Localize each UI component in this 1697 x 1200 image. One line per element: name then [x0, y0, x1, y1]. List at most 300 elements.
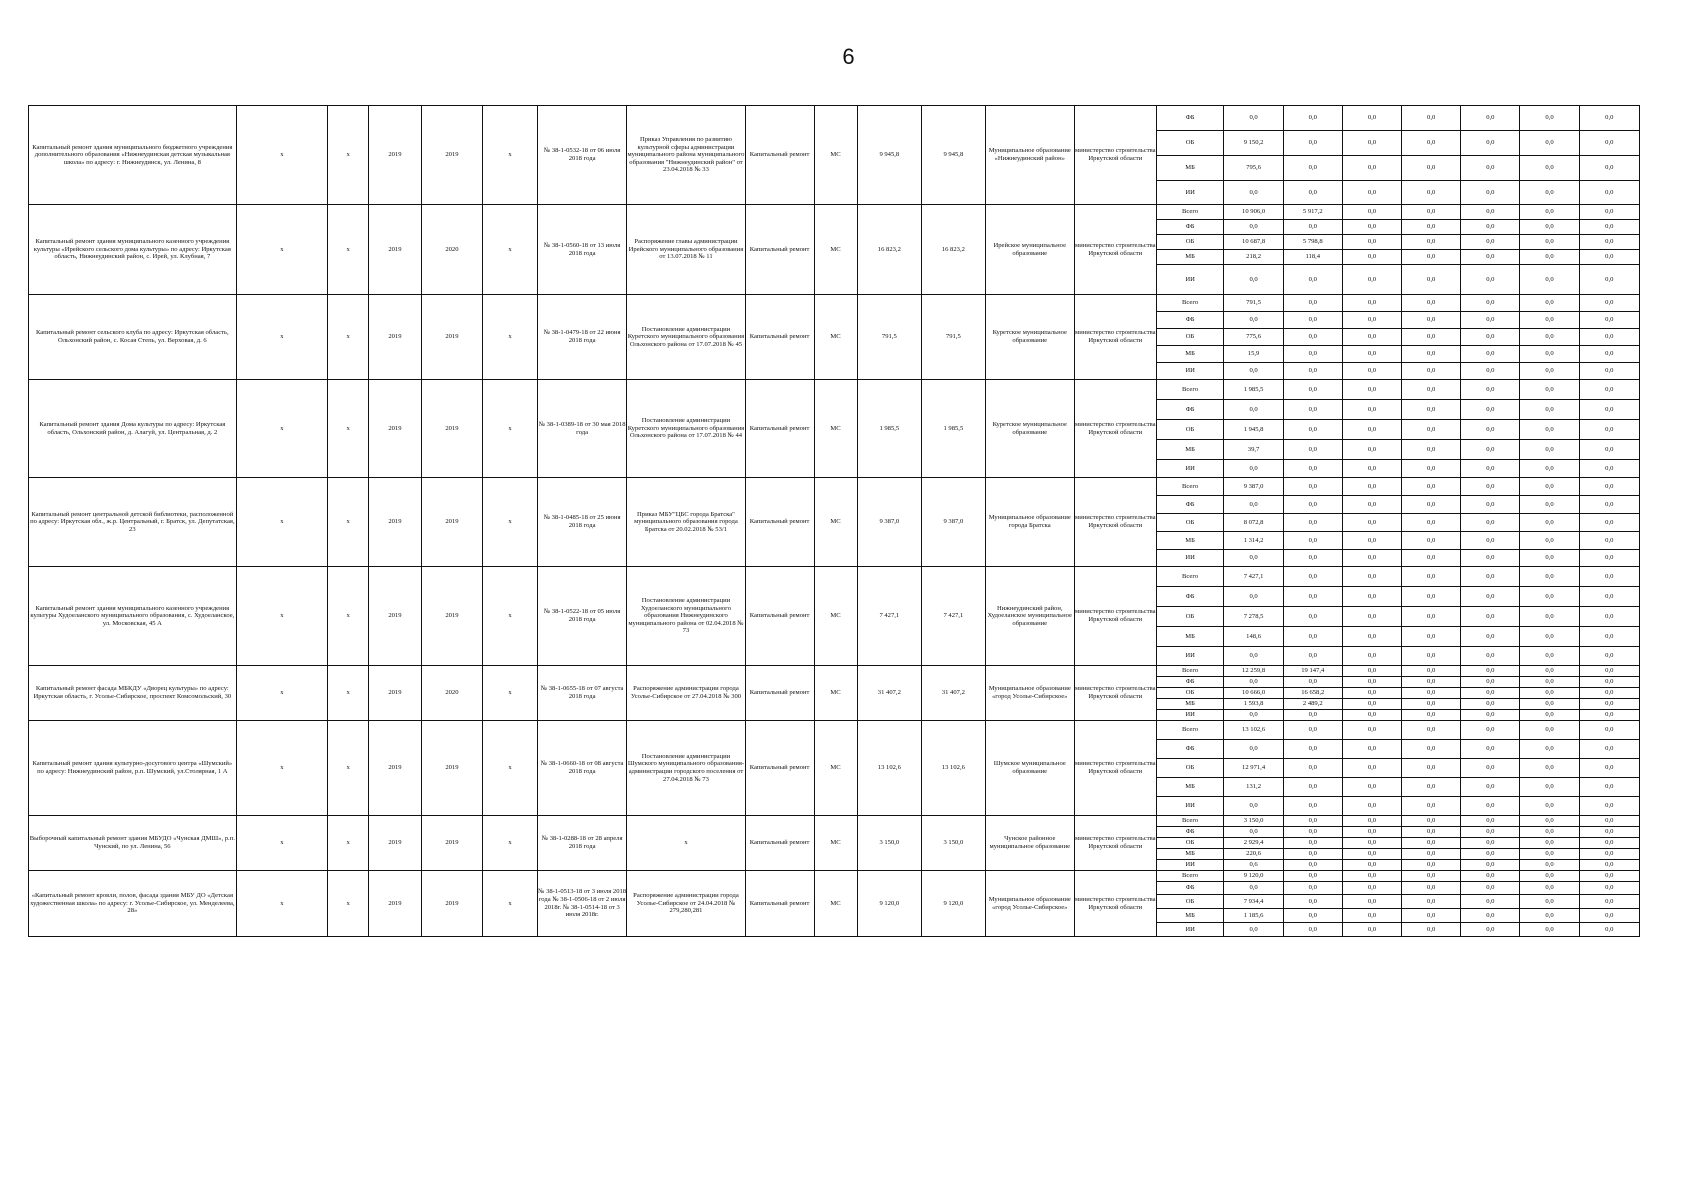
- work-type-cell: Капитальный ремонт: [745, 380, 814, 478]
- funding-value-cell: 3 150,0: [1224, 816, 1283, 827]
- funding-value-cell: 0,0: [1461, 532, 1520, 550]
- funding-value-cell: 0,0: [1461, 514, 1520, 532]
- funding-value-cell: 0,0: [1520, 329, 1579, 346]
- marker-cell: x: [236, 106, 327, 205]
- funding-value-cell: 0,0: [1283, 627, 1342, 647]
- ministry-cell: министерство строительства Иркутской области: [1074, 816, 1156, 871]
- funding-value-cell: 0,0: [1579, 923, 1639, 937]
- customer-cell: Муниципальное образование «город Усолье-Сибирское»: [985, 871, 1074, 937]
- cost-cell: 31 407,2: [857, 666, 922, 721]
- funding-value-cell: 0,0: [1461, 106, 1520, 131]
- funding-value-cell: 0,0: [1402, 838, 1461, 849]
- funding-value-cell: 8 072,8: [1224, 514, 1283, 532]
- funding-value-cell: 0,0: [1342, 567, 1401, 587]
- funding-value-cell: 0,0: [1342, 778, 1401, 797]
- funding-value-cell: 0,0: [1461, 860, 1520, 871]
- project-name: Капитальный ремонт здания муниципального бюджетного учреждения дополнительного образования «Нижнеудинская детская музыкальная школа» по адресу: г. Нижнеудинск, ул. Ленина, 8: [29, 106, 237, 205]
- funding-value-cell: 0,0: [1579, 346, 1639, 363]
- funding-value-cell: 0,0: [1579, 882, 1639, 895]
- funding-source-label: ИИ: [1156, 460, 1224, 478]
- funding-value-cell: 0,0: [1461, 440, 1520, 460]
- funding-value-cell: 0,0: [1342, 688, 1401, 699]
- funding-value-cell: 0,0: [1579, 909, 1639, 923]
- funding-value-cell: 0,0: [1461, 688, 1520, 699]
- funding-value-cell: 0,0: [1520, 816, 1579, 827]
- funding-value-cell: 0,0: [1342, 532, 1401, 550]
- funding-value-cell: 0,0: [1342, 380, 1401, 400]
- funding-value-cell: 0,0: [1224, 710, 1283, 721]
- funding-value-cell: 0,0: [1283, 532, 1342, 550]
- funding-value-cell: 0,0: [1283, 677, 1342, 688]
- decision-cell: Распоряжение администрации города Усолье-Сибирское от 24.04.2018 № 279,280,281: [627, 871, 745, 937]
- cost-cell: 16 823,2: [857, 205, 922, 295]
- funding-value-cell: 0,0: [1520, 550, 1579, 567]
- funding-value-cell: 0,0: [1342, 827, 1401, 838]
- funding-value-cell: 0,0: [1520, 838, 1579, 849]
- funding-value-cell: 0,0: [1579, 363, 1639, 380]
- project-name: Капитальный ремонт фасада МБКДУ «Дворец культуры» по адресу: Иркутская область, г. Усолье-Сибирское, проспект Комсомольский, 30: [29, 666, 237, 721]
- work-type-cell: Капитальный ремонт: [745, 205, 814, 295]
- funding-value-cell: 0,0: [1579, 235, 1639, 250]
- funding-value-cell: 0,0: [1402, 587, 1461, 607]
- funding-value-cell: 1 985,5: [1224, 380, 1283, 400]
- year-end-cell: 2019: [421, 478, 482, 567]
- funding-value-cell: 0,0: [1520, 106, 1579, 131]
- funding-value-cell: 9 120,0: [1224, 871, 1283, 882]
- funding-value-cell: 0,0: [1283, 909, 1342, 923]
- marker-cell: x: [236, 666, 327, 721]
- year-start-cell: 2019: [369, 567, 422, 666]
- funding-value-cell: 0,0: [1461, 156, 1520, 181]
- funding-value-cell: 0,0: [1402, 265, 1461, 295]
- funding-value-cell: 13 102,6: [1224, 721, 1283, 740]
- funding-value-cell: 5 917,2: [1283, 205, 1342, 220]
- funding-value-cell: 0,0: [1520, 514, 1579, 532]
- funding-value-cell: 0,0: [1402, 312, 1461, 329]
- funding-source-label: МБ: [1156, 346, 1224, 363]
- ministry-cell: министерство строительства Иркутской области: [1074, 567, 1156, 666]
- funding-value-cell: 0,0: [1579, 759, 1639, 778]
- funding-source-label: МБ: [1156, 250, 1224, 265]
- funding-value-cell: 0,0: [1402, 849, 1461, 860]
- funding-value-cell: 0,0: [1402, 400, 1461, 420]
- funding-source-label: ОБ: [1156, 688, 1224, 699]
- funding-value-cell: 0,0: [1461, 587, 1520, 607]
- funding-value-cell: 0,0: [1342, 909, 1401, 923]
- permit-cell: № 38-1-0522-18 от 05 июля 2018 года: [537, 567, 626, 666]
- projects-table-body: [29, 106, 1640, 937]
- project-name: Капитальный ремонт здания муниципального казенного учреждения культуры Худоеланского муниципального образования, с. Худоеланское, ул. Московская, 45 А: [29, 567, 237, 666]
- funding-value-cell: 0,0: [1402, 550, 1461, 567]
- funding-value-cell: 0,0: [1520, 827, 1579, 838]
- cost-cell: 9 945,8: [857, 106, 922, 205]
- year-start-cell: 2019: [369, 666, 422, 721]
- funding-value-cell: 0,0: [1402, 156, 1461, 181]
- funding-value-cell: 0,0: [1342, 710, 1401, 721]
- funding-value-cell: 0,0: [1579, 440, 1639, 460]
- work-type-cell: Капитальный ремонт: [745, 478, 814, 567]
- table-row: [29, 205, 1640, 220]
- funding-value-cell: 0,0: [1342, 312, 1401, 329]
- estimate-cell: 9 945,8: [922, 106, 985, 205]
- year-end-cell: 2020: [421, 205, 482, 295]
- funding-value-cell: 0,0: [1402, 460, 1461, 478]
- permit-cell: № 38-1-0288-18 от 28 апреля 2018 года: [537, 816, 626, 871]
- ministry-cell: министерство строительства Иркутской области: [1074, 205, 1156, 295]
- funding-value-cell: 0,0: [1579, 688, 1639, 699]
- table-row: [29, 871, 1640, 882]
- ministry-cell: министерство строительства Иркутской области: [1074, 106, 1156, 205]
- funding-value-cell: 0,0: [1579, 496, 1639, 514]
- funding-source-label: ОБ: [1156, 607, 1224, 627]
- funding-value-cell: 0,0: [1342, 496, 1401, 514]
- funding-value-cell: 0,0: [1461, 181, 1520, 205]
- funding-value-cell: 0,0: [1342, 759, 1401, 778]
- funding-value-cell: 0,0: [1579, 460, 1639, 478]
- funding-value-cell: 0,0: [1520, 567, 1579, 587]
- funding-value-cell: 0,0: [1461, 329, 1520, 346]
- funding-value-cell: 1 593,8: [1224, 699, 1283, 710]
- funding-value-cell: 0,0: [1579, 816, 1639, 827]
- funding-value-cell: 0,0: [1402, 721, 1461, 740]
- funding-value-cell: 0,0: [1402, 895, 1461, 909]
- funding-value-cell: 0,0: [1283, 721, 1342, 740]
- funding-value-cell: 0,0: [1579, 567, 1639, 587]
- funding-value-cell: 0,0: [1579, 587, 1639, 607]
- funding-value-cell: 0,0: [1342, 797, 1401, 816]
- funding-value-cell: 0,0: [1283, 380, 1342, 400]
- source-code-cell: МС: [814, 816, 857, 871]
- funding-value-cell: 0,0: [1461, 895, 1520, 909]
- funding-value-cell: 0,0: [1520, 532, 1579, 550]
- funding-value-cell: 2 929,4: [1224, 838, 1283, 849]
- estimate-cell: 791,5: [922, 295, 985, 380]
- funding-value-cell: 0,0: [1520, 265, 1579, 295]
- year-start-cell: 2019: [369, 106, 422, 205]
- marker-cell: x: [236, 816, 327, 871]
- year-end-cell: 2019: [421, 380, 482, 478]
- funding-source-label: ФБ: [1156, 827, 1224, 838]
- funding-value-cell: 0,0: [1283, 156, 1342, 181]
- funding-value-cell: 0,0: [1579, 607, 1639, 627]
- funding-value-cell: 0,0: [1342, 131, 1401, 156]
- funding-value-cell: 0,0: [1402, 909, 1461, 923]
- funding-value-cell: 0,0: [1283, 550, 1342, 567]
- funding-source-label: Всего: [1156, 816, 1224, 827]
- estimate-cell: 1 985,5: [922, 380, 985, 478]
- funding-value-cell: 0,0: [1342, 363, 1401, 380]
- funding-value-cell: 0,0: [1342, 440, 1401, 460]
- funding-source-label: ИИ: [1156, 550, 1224, 567]
- ministry-cell: министерство строительства Иркутской области: [1074, 721, 1156, 816]
- funding-value-cell: 0,0: [1402, 131, 1461, 156]
- customer-cell: Муниципальное образование «Нижнеудинский район»: [985, 106, 1074, 205]
- funding-value-cell: 0,0: [1342, 587, 1401, 607]
- year-start-cell: 2019: [369, 871, 422, 937]
- funding-value-cell: 218,2: [1224, 250, 1283, 265]
- funding-value-cell: 0,0: [1520, 250, 1579, 265]
- funding-value-cell: 0,0: [1579, 797, 1639, 816]
- project-name: Капитальный ремонт здания Дома культуры по адресу: Иркутская область, Ольхонский район, д. Алагуй, ул. Центральная, д. 2: [29, 380, 237, 478]
- funding-value-cell: 0,0: [1342, 871, 1401, 882]
- funding-value-cell: 0,0: [1224, 106, 1283, 131]
- funding-value-cell: 0,0: [1461, 220, 1520, 235]
- funding-value-cell: 775,6: [1224, 329, 1283, 346]
- marker-cell: x: [328, 380, 369, 478]
- funding-value-cell: 1 314,2: [1224, 532, 1283, 550]
- funding-value-cell: 0,0: [1461, 478, 1520, 496]
- funding-source-label: МБ: [1156, 699, 1224, 710]
- customer-cell: Чунское районное муниципальное образование: [985, 816, 1074, 871]
- funding-value-cell: 10 687,8: [1224, 235, 1283, 250]
- funding-value-cell: 0,0: [1342, 478, 1401, 496]
- funding-source-label: МБ: [1156, 909, 1224, 923]
- decision-cell: Постановление администрации Шумского муниципального образования-администрации городского поселения от 27.04.2018 № 73: [627, 721, 745, 816]
- funding-value-cell: 0,0: [1461, 827, 1520, 838]
- funding-value-cell: 0,0: [1461, 346, 1520, 363]
- decision-cell: x: [627, 816, 745, 871]
- customer-cell: Куретское муниципальное образование: [985, 380, 1074, 478]
- funding-value-cell: 0,0: [1342, 220, 1401, 235]
- funding-value-cell: 0,0: [1579, 514, 1639, 532]
- year-end-cell: 2019: [421, 871, 482, 937]
- funding-value-cell: 0,0: [1520, 312, 1579, 329]
- permit-cell: № 38-1-0479-18 от 22 июня 2018 года: [537, 295, 626, 380]
- funding-source-label: ИИ: [1156, 710, 1224, 721]
- funding-value-cell: 19 147,4: [1283, 666, 1342, 677]
- funding-value-cell: 0,0: [1402, 816, 1461, 827]
- funding-value-cell: 0,0: [1461, 778, 1520, 797]
- funding-value-cell: 0,0: [1224, 797, 1283, 816]
- funding-value-cell: 0,0: [1461, 460, 1520, 478]
- funding-value-cell: 12 971,4: [1224, 759, 1283, 778]
- estimate-cell: 13 102,6: [922, 721, 985, 816]
- year-start-cell: 2019: [369, 816, 422, 871]
- funding-value-cell: 0,0: [1283, 400, 1342, 420]
- funding-value-cell: 1 185,6: [1224, 909, 1283, 923]
- year-start-cell: 2019: [369, 295, 422, 380]
- funding-value-cell: 0,0: [1402, 181, 1461, 205]
- funding-value-cell: 0,0: [1283, 181, 1342, 205]
- funding-value-cell: 0,0: [1342, 838, 1401, 849]
- estimate-cell: 16 823,2: [922, 205, 985, 295]
- funding-value-cell: 0,0: [1579, 677, 1639, 688]
- year-start-cell: 2019: [369, 478, 422, 567]
- funding-value-cell: 0,0: [1520, 797, 1579, 816]
- funding-value-cell: 0,0: [1342, 205, 1401, 220]
- funding-value-cell: 0,0: [1283, 587, 1342, 607]
- funding-value-cell: 0,0: [1579, 181, 1639, 205]
- funding-value-cell: 0,0: [1579, 156, 1639, 181]
- funding-value-cell: 0,0: [1342, 607, 1401, 627]
- funding-source-label: Всего: [1156, 567, 1224, 587]
- funding-value-cell: 0,0: [1224, 740, 1283, 759]
- work-type-cell: Капитальный ремонт: [745, 106, 814, 205]
- page-number: 6: [842, 44, 855, 69]
- funding-value-cell: 0,0: [1283, 440, 1342, 460]
- funding-value-cell: 0,0: [1461, 496, 1520, 514]
- funding-value-cell: 0,0: [1461, 923, 1520, 937]
- funding-value-cell: 0,0: [1402, 205, 1461, 220]
- funding-source-label: ОБ: [1156, 759, 1224, 778]
- funding-value-cell: 0,0: [1461, 235, 1520, 250]
- funding-value-cell: 0,0: [1224, 496, 1283, 514]
- funding-value-cell: 0,0: [1520, 860, 1579, 871]
- funding-value-cell: 0,0: [1520, 420, 1579, 440]
- funding-value-cell: 0,0: [1579, 400, 1639, 420]
- funding-source-label: ОБ: [1156, 235, 1224, 250]
- marker-cell: x: [328, 666, 369, 721]
- funding-source-label: ИИ: [1156, 647, 1224, 666]
- funding-source-label: ФБ: [1156, 677, 1224, 688]
- funding-value-cell: 0,0: [1402, 740, 1461, 759]
- funding-value-cell: 0,0: [1342, 235, 1401, 250]
- funding-value-cell: 0,0: [1283, 740, 1342, 759]
- funding-value-cell: 0,0: [1520, 882, 1579, 895]
- funding-value-cell: 0,0: [1283, 514, 1342, 532]
- funding-value-cell: 0,0: [1579, 895, 1639, 909]
- funding-source-label: Всего: [1156, 666, 1224, 677]
- marker-cell: x: [483, 106, 538, 205]
- funding-value-cell: 0,0: [1520, 666, 1579, 677]
- funding-value-cell: 0,0: [1283, 496, 1342, 514]
- funding-value-cell: 0,0: [1520, 156, 1579, 181]
- funding-value-cell: 0,0: [1342, 816, 1401, 827]
- funding-value-cell: 0,0: [1520, 688, 1579, 699]
- funding-source-label: ФБ: [1156, 312, 1224, 329]
- ministry-cell: министерство строительства Иркутской области: [1074, 871, 1156, 937]
- cost-cell: 3 150,0: [857, 816, 922, 871]
- funding-value-cell: 0,0: [1579, 721, 1639, 740]
- marker-cell: x: [328, 816, 369, 871]
- funding-value-cell: 0,0: [1520, 346, 1579, 363]
- decision-cell: Приказ Управления по развитию культурной сферы администрации муниципального района муниципального образования "Нижнеудинский район" от 23.04.2018 № 33: [627, 106, 745, 205]
- funding-value-cell: 0,0: [1402, 380, 1461, 400]
- marker-cell: x: [236, 295, 327, 380]
- funding-value-cell: 0,0: [1520, 380, 1579, 400]
- funding-value-cell: 0,0: [1461, 740, 1520, 759]
- funding-value-cell: 220,6: [1224, 849, 1283, 860]
- marker-cell: x: [483, 478, 538, 567]
- funding-value-cell: 0,0: [1461, 882, 1520, 895]
- marker-cell: x: [483, 871, 538, 937]
- funding-value-cell: 0,0: [1461, 909, 1520, 923]
- funding-source-label: ОБ: [1156, 329, 1224, 346]
- funding-value-cell: 0,0: [1520, 677, 1579, 688]
- customer-cell: Муниципальное образование города Братска: [985, 478, 1074, 567]
- funding-value-cell: 0,0: [1402, 440, 1461, 460]
- funding-source-label: ИИ: [1156, 860, 1224, 871]
- marker-cell: x: [328, 295, 369, 380]
- source-code-cell: МС: [814, 478, 857, 567]
- funding-value-cell: 0,0: [1579, 532, 1639, 550]
- funding-value-cell: 0,6: [1224, 860, 1283, 871]
- funding-value-cell: 0,0: [1461, 721, 1520, 740]
- marker-cell: x: [328, 567, 369, 666]
- funding-value-cell: 0,0: [1579, 478, 1639, 496]
- source-code-cell: МС: [814, 721, 857, 816]
- funding-value-cell: 0,0: [1579, 220, 1639, 235]
- permit-cell: № 38-1-0655-18 от 07 августа 2018 года: [537, 666, 626, 721]
- funding-value-cell: 0,0: [1342, 156, 1401, 181]
- funding-value-cell: 0,0: [1520, 647, 1579, 666]
- funding-value-cell: 0,0: [1461, 871, 1520, 882]
- table-row: [29, 106, 1640, 131]
- funding-source-label: ИИ: [1156, 363, 1224, 380]
- funding-value-cell: 0,0: [1402, 710, 1461, 721]
- year-end-cell: 2020: [421, 666, 482, 721]
- funding-value-cell: 0,0: [1342, 329, 1401, 346]
- funding-value-cell: 0,0: [1579, 871, 1639, 882]
- funding-value-cell: 0,0: [1579, 838, 1639, 849]
- marker-cell: x: [236, 380, 327, 478]
- cost-cell: 7 427,1: [857, 567, 922, 666]
- funding-source-label: МБ: [1156, 532, 1224, 550]
- source-code-cell: МС: [814, 871, 857, 937]
- funding-value-cell: 0,0: [1520, 909, 1579, 923]
- year-start-cell: 2019: [369, 721, 422, 816]
- funding-source-label: ОБ: [1156, 838, 1224, 849]
- decision-cell: Постановление администрации Худоеланского муниципального образования Нижнеудинского муниципального района от 02.04.2018 № 73: [627, 567, 745, 666]
- funding-value-cell: 0,0: [1579, 380, 1639, 400]
- funding-value-cell: 0,0: [1342, 666, 1401, 677]
- funding-source-label: Всего: [1156, 478, 1224, 496]
- funding-value-cell: 0,0: [1342, 250, 1401, 265]
- funding-value-cell: 0,0: [1224, 460, 1283, 478]
- funding-value-cell: 0,0: [1342, 923, 1401, 937]
- funding-value-cell: 10 666,0: [1224, 688, 1283, 699]
- marker-cell: x: [483, 567, 538, 666]
- customer-cell: Шумское муниципальное образование: [985, 721, 1074, 816]
- year-start-cell: 2019: [369, 380, 422, 478]
- funding-value-cell: 0,0: [1224, 882, 1283, 895]
- funding-value-cell: 0,0: [1461, 647, 1520, 666]
- funding-source-label: ИИ: [1156, 923, 1224, 937]
- funding-value-cell: 0,0: [1520, 759, 1579, 778]
- marker-cell: x: [483, 816, 538, 871]
- funding-value-cell: 0,0: [1461, 312, 1520, 329]
- funding-value-cell: 0,0: [1402, 496, 1461, 514]
- funding-value-cell: 0,0: [1224, 265, 1283, 295]
- funding-value-cell: 0,0: [1520, 895, 1579, 909]
- funding-value-cell: 0,0: [1520, 295, 1579, 312]
- cost-cell: 9 387,0: [857, 478, 922, 567]
- source-code-cell: МС: [814, 666, 857, 721]
- funding-value-cell: 0,0: [1342, 550, 1401, 567]
- funding-value-cell: 0,0: [1579, 312, 1639, 329]
- funding-value-cell: 0,0: [1579, 849, 1639, 860]
- customer-cell: Ирейское муниципальное образование: [985, 205, 1074, 295]
- funding-value-cell: 0,0: [1342, 400, 1401, 420]
- funding-value-cell: 0,0: [1461, 295, 1520, 312]
- funding-source-label: Всего: [1156, 205, 1224, 220]
- funding-value-cell: 0,0: [1461, 131, 1520, 156]
- marker-cell: x: [483, 380, 538, 478]
- funding-value-cell: 0,0: [1283, 220, 1342, 235]
- customer-cell: Куретское муниципальное образование: [985, 295, 1074, 380]
- funding-value-cell: 0,0: [1342, 181, 1401, 205]
- funding-value-cell: 0,0: [1461, 380, 1520, 400]
- year-end-cell: 2019: [421, 567, 482, 666]
- source-code-cell: МС: [814, 295, 857, 380]
- funding-value-cell: 0,0: [1579, 329, 1639, 346]
- funding-value-cell: 0,0: [1342, 849, 1401, 860]
- funding-value-cell: 0,0: [1342, 647, 1401, 666]
- funding-value-cell: 0,0: [1342, 106, 1401, 131]
- permit-cell: № 38-1-0485-18 от 25 июня 2018 года: [537, 478, 626, 567]
- funding-source-label: Всего: [1156, 721, 1224, 740]
- marker-cell: x: [236, 205, 327, 295]
